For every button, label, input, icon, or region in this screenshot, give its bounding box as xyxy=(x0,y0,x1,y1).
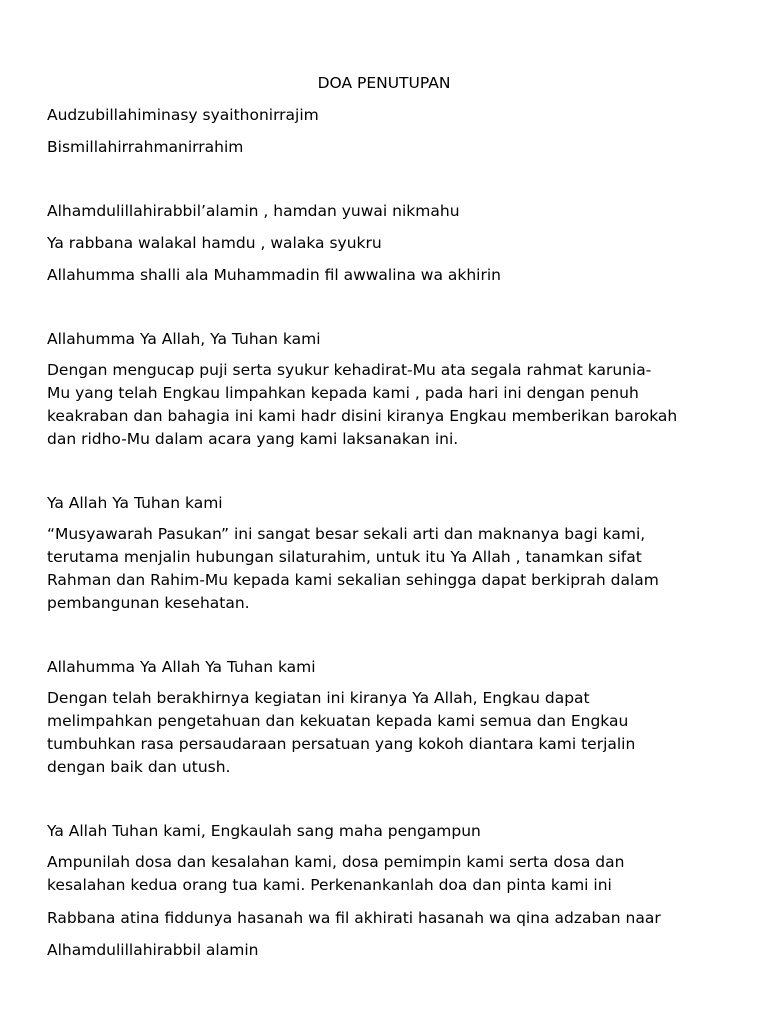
text-line: Mu yang telah Engkau limpahkan kepada kami , pada hari ini dengan penuh xyxy=(47,384,639,402)
text-line: terutama menjalin hubungan silaturahim, untuk itu Ya Allah , tanamkan sifat xyxy=(47,548,642,566)
text-line: Bismillahirrahmanirrahim xyxy=(47,138,244,156)
paragraph-heading-1 xyxy=(47,328,737,351)
text-line: Dengan mengucap puji serta syukur kehadirat-Mu ata segala rahmat karunia- xyxy=(47,361,652,379)
text-line: Ya Allah Tuhan kami, Engkaulah sang maha pengampun xyxy=(47,822,481,840)
text-line: Ya Allah Ya Tuhan kami xyxy=(47,494,223,512)
text-line: Alhamdulillahirabbil’alamin , hamdan yuwai nikmahu xyxy=(47,202,460,220)
paragraph-rabbana xyxy=(47,907,737,930)
paragraph-hamdalah xyxy=(47,200,737,223)
text-line: melimpahkan pengetahuan dan kekuatan kepada kami semua dan Engkau xyxy=(47,712,629,730)
document-title: DOA PENUTUPAN xyxy=(317,74,451,92)
paragraph-taawudz xyxy=(47,104,737,127)
paragraph-body-2 xyxy=(47,523,737,615)
paragraph-heading-2 xyxy=(47,492,737,515)
paragraph-heading-4 xyxy=(47,820,737,843)
text-line: Allahumma Ya Allah Ya Tuhan kami xyxy=(47,658,316,676)
text-line: dan ridho-Mu dalam acara yang kami laksanakan ini. xyxy=(47,430,459,448)
text-line: keakraban dan bahagia ini kami hadr disini kiranya Engkau memberikan barokah xyxy=(47,407,678,425)
text-line: Dengan telah berakhirnya kegiatan ini kiranya Ya Allah, Engkau dapat xyxy=(47,689,590,707)
text-line: kesalahan kedua orang tua kami. Perkenankanlah doa dan pinta kami ini xyxy=(47,876,612,894)
paragraph-shalawat xyxy=(47,264,737,287)
text-line: Ya rabbana walakal hamdu , walaka syukru xyxy=(47,234,382,252)
text-line: Audzubillahiminasy syaithonirrajim xyxy=(47,106,319,124)
paragraph-body-3 xyxy=(47,687,737,779)
paragraph-closing xyxy=(47,939,737,962)
text-line: “Musyawarah Pasukan” ini sangat besar sekali arti dan maknanya bagi kami, xyxy=(47,525,646,543)
paragraph-basmalah xyxy=(47,136,737,159)
text-line: Allahumma shalli ala Muhammadin fil awwalina wa akhirin xyxy=(47,266,501,284)
paragraph-syukur xyxy=(47,232,737,255)
text-line: Rahman dan Rahim-Mu kepada kami sekalian sehingga dapat berkiprah dalam xyxy=(47,571,659,589)
text-line: Ampunilah dosa dan kesalahan kami, dosa pemimpin kami serta dosa dan xyxy=(47,853,625,871)
text-line: Allahumma Ya Allah, Ya Tuhan kami xyxy=(47,330,321,348)
paragraph-body-1 xyxy=(47,359,737,451)
text-line: Rabbana atina fiddunya hasanah wa fil akhirati hasanah wa qina adzaban naar xyxy=(47,909,661,927)
text-line: dengan baik dan utush. xyxy=(47,758,231,776)
text-line: pembangunan kesehatan. xyxy=(47,594,250,612)
paragraph-heading-3 xyxy=(47,656,737,679)
text-line: tumbuhkan rasa persaudaraan persatuan yang kokoh diantara kami terjalin xyxy=(47,735,636,753)
text-line: Alhamdulillahirabbil alamin xyxy=(47,941,259,959)
paragraph-body-4 xyxy=(47,851,737,897)
